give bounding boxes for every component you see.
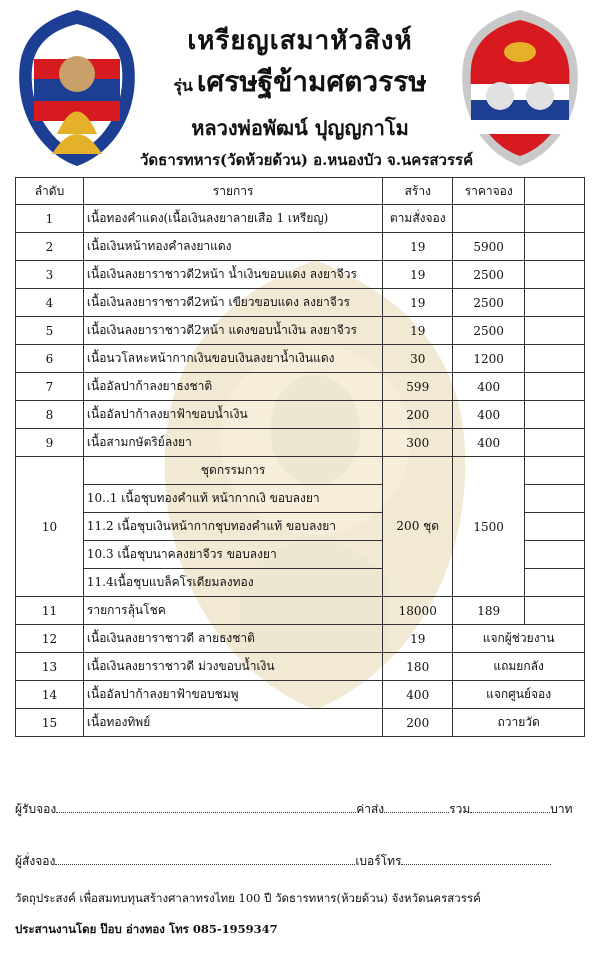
row-price: 5900 [453, 233, 525, 261]
row-desc: เนื้อเงินลงยาราชาวดี2หน้า เขียวขอบแดง ลงยาจีวร [83, 289, 382, 317]
set-item: 11.2 เนื้อชุบเงินหน้ากากชุบทองคำแท้ ขอบลงยา [83, 513, 382, 541]
row-blank [525, 485, 585, 513]
row-blank [525, 373, 585, 401]
row-desc: รายการลุ้นโชค [83, 597, 382, 625]
row-desc: เนื้อเงินหน้าทองคำลงยาแดง [83, 233, 382, 261]
table-row [16, 625, 585, 653]
row-made: 30 [383, 345, 453, 373]
row-blank [525, 317, 585, 345]
row-no: 6 [16, 345, 84, 373]
table-row [16, 289, 585, 317]
row-price [453, 205, 525, 233]
table-row [16, 233, 585, 261]
row-desc: เนื้อเงินลงยาราชาวดี2หน้า แดงขอบน้ำเงิน ลงยาจีวร [83, 317, 382, 345]
title-monk-name: หลวงพ่อพัฒน์ ปุญญกาโม [191, 116, 409, 140]
title-temple: วัดธารทหาร(วัดห้วยด้วน) อ.หนองบัว จ.นครสวรรค์ [140, 151, 474, 169]
row-blank [525, 597, 585, 625]
row-desc: เนื้ออัลปาก้าลงยาธงชาติ [83, 373, 382, 401]
booker-field[interactable] [56, 802, 356, 813]
total-field[interactable] [470, 802, 550, 813]
set-price: 1500 [453, 457, 525, 597]
left-medal-icon [12, 4, 142, 172]
row-desc: เนื้อนวโลหะหน้ากากเงินขอบเงินลงยาน้ำเงินแดง [83, 345, 382, 373]
row-price: 2500 [453, 289, 525, 317]
table-row [16, 401, 585, 429]
row-desc: เนื้อทองทิพย์ [83, 709, 382, 737]
row-blank [525, 345, 585, 373]
row-price: ถวายวัด [453, 709, 585, 737]
col-header-price: ราคาจอง [453, 178, 525, 205]
row-blank [525, 205, 585, 233]
table-row-set [16, 457, 585, 485]
booker-line [15, 800, 573, 819]
row-no: 14 [16, 681, 84, 709]
col-header-item: รายการ [83, 178, 382, 205]
right-medal-icon [455, 4, 585, 172]
row-price: 2500 [453, 317, 525, 345]
set-made: 200 ชุด [383, 457, 453, 597]
items-table [15, 177, 585, 737]
baht-label: บาท [550, 802, 573, 816]
col-header-blank [525, 178, 585, 205]
header [0, 0, 605, 175]
set-item: 10.3 เนื้อชุบนาคลงยาจีวร ขอบลงยา [83, 541, 382, 569]
row-made: 19 [383, 233, 453, 261]
row-price: แจกศูนย์จอง [453, 681, 585, 709]
row-no: 7 [16, 373, 84, 401]
col-header-made: สร้าง [383, 178, 453, 205]
set-item: 11.4เนื้อชุบแบล็คโรเดียมลงทอง [83, 569, 382, 597]
table-header-row [16, 178, 585, 205]
table-row [16, 429, 585, 457]
row-blank [525, 429, 585, 457]
row-desc: เนื้ออัลปาก้าลงยาฟ้าขอบชมพู [83, 681, 382, 709]
table-row [16, 205, 585, 233]
table-row [16, 709, 585, 737]
row-price: 400 [453, 401, 525, 429]
row-made: 400 [383, 681, 453, 709]
row-desc: เนื้อเงินลงยาราชาวดี ลายธงชาติ [83, 625, 382, 653]
row-desc: เนื้อเงินลงยาราชาวดี ม่วงขอบน้ำเงิน [83, 653, 382, 681]
orderer-field[interactable] [55, 854, 355, 865]
total-label: รวม [449, 802, 471, 816]
row-desc: เนื้ออัลปาก้าลงยาฟ้าขอบน้ำเงิน [83, 401, 382, 429]
row-price: แถมยกลัง [453, 653, 585, 681]
row-price: 400 [453, 429, 525, 457]
table-row [16, 597, 585, 625]
row-no: 3 [16, 261, 84, 289]
row-no: 13 [16, 653, 84, 681]
shipping-field[interactable] [384, 802, 449, 813]
row-blank [525, 289, 585, 317]
col-header-no: ลำดับ [16, 178, 84, 205]
row-blank [525, 513, 585, 541]
row-no: 4 [16, 289, 84, 317]
row-made: 300 [383, 429, 453, 457]
booker-label: ผู้รับจอง [15, 802, 57, 816]
row-made: ตามสั่งจอง [383, 205, 453, 233]
table-row [16, 373, 585, 401]
row-no: 2 [16, 233, 84, 261]
row-made: 200 [383, 401, 453, 429]
row-blank [525, 569, 585, 597]
row-price: 1200 [453, 345, 525, 373]
row-blank [525, 261, 585, 289]
row-blank [525, 541, 585, 569]
row-made: 200 [383, 709, 453, 737]
row-price: แจกผู้ช่วยงาน [453, 625, 585, 653]
table-row [16, 317, 585, 345]
row-no: 1 [16, 205, 84, 233]
row-no: 5 [16, 317, 84, 345]
row-price: 400 [453, 373, 525, 401]
purpose-note: วัตถุประสงค์ เพื่อสมทบทุนสร้างศาลาทรงไทย 100 ปี วัดธารทหาร(ห้วยด้วน) จังหวัดนครสวรรค์ [15, 891, 481, 905]
row-made: 19 [383, 289, 453, 317]
row-desc: เนื้อสามกษัตริย์ลงยา [83, 429, 382, 457]
row-price: 2500 [453, 261, 525, 289]
row-made: 19 [383, 317, 453, 345]
table-row [16, 653, 585, 681]
title-series: เศรษฐีข้ามศตวรรษ [196, 65, 427, 98]
row-made: 19 [383, 261, 453, 289]
contact-note: ประสานงานโดย ป๊อบ อ่างทอง โทร 085-1959347 [15, 922, 278, 936]
table-row [16, 261, 585, 289]
row-made: 19 [383, 625, 453, 653]
phone-field[interactable] [401, 854, 551, 865]
title-line-1: เหรียญเสมาหัวสิงห์ [187, 26, 413, 56]
shipping-label: ค่าส่ง [356, 802, 385, 816]
table-row [16, 345, 585, 373]
set-item: 10..1 เนื้อชุบทองคำแท้ หน้ากากเงิ ขอบลงยา [83, 485, 382, 513]
row-desc: เนื้อทองคำแดง(เนื้อเงินลงยาลายเสือ 1 เหรียญ) [83, 205, 382, 233]
row-desc: เนื้อเงินลงยาราชาวดี2หน้า น้ำเงินขอบแดง ลงยาจีวร [83, 261, 382, 289]
table-row [16, 681, 585, 709]
row-no: 9 [16, 429, 84, 457]
row-blank [525, 233, 585, 261]
set-title: ชุดกรรมการ [83, 457, 382, 485]
row-no: 11 [16, 597, 84, 625]
row-blank [525, 401, 585, 429]
row-made: 180 [383, 653, 453, 681]
row-no: 15 [16, 709, 84, 737]
set-no: 10 [16, 457, 84, 597]
row-made: 18000 [383, 597, 453, 625]
orderer-line [15, 852, 551, 871]
title-prefix: รุ่น [173, 76, 193, 95]
orderer-label: ผู้สั่งจอง [15, 854, 56, 868]
title-line-2 [140, 60, 460, 104]
row-blank [525, 457, 585, 485]
row-no: 8 [16, 401, 84, 429]
row-no: 12 [16, 625, 84, 653]
row-made: 599 [383, 373, 453, 401]
phone-label: เบอร์โทร [355, 854, 402, 868]
row-price: 189 [453, 597, 525, 625]
